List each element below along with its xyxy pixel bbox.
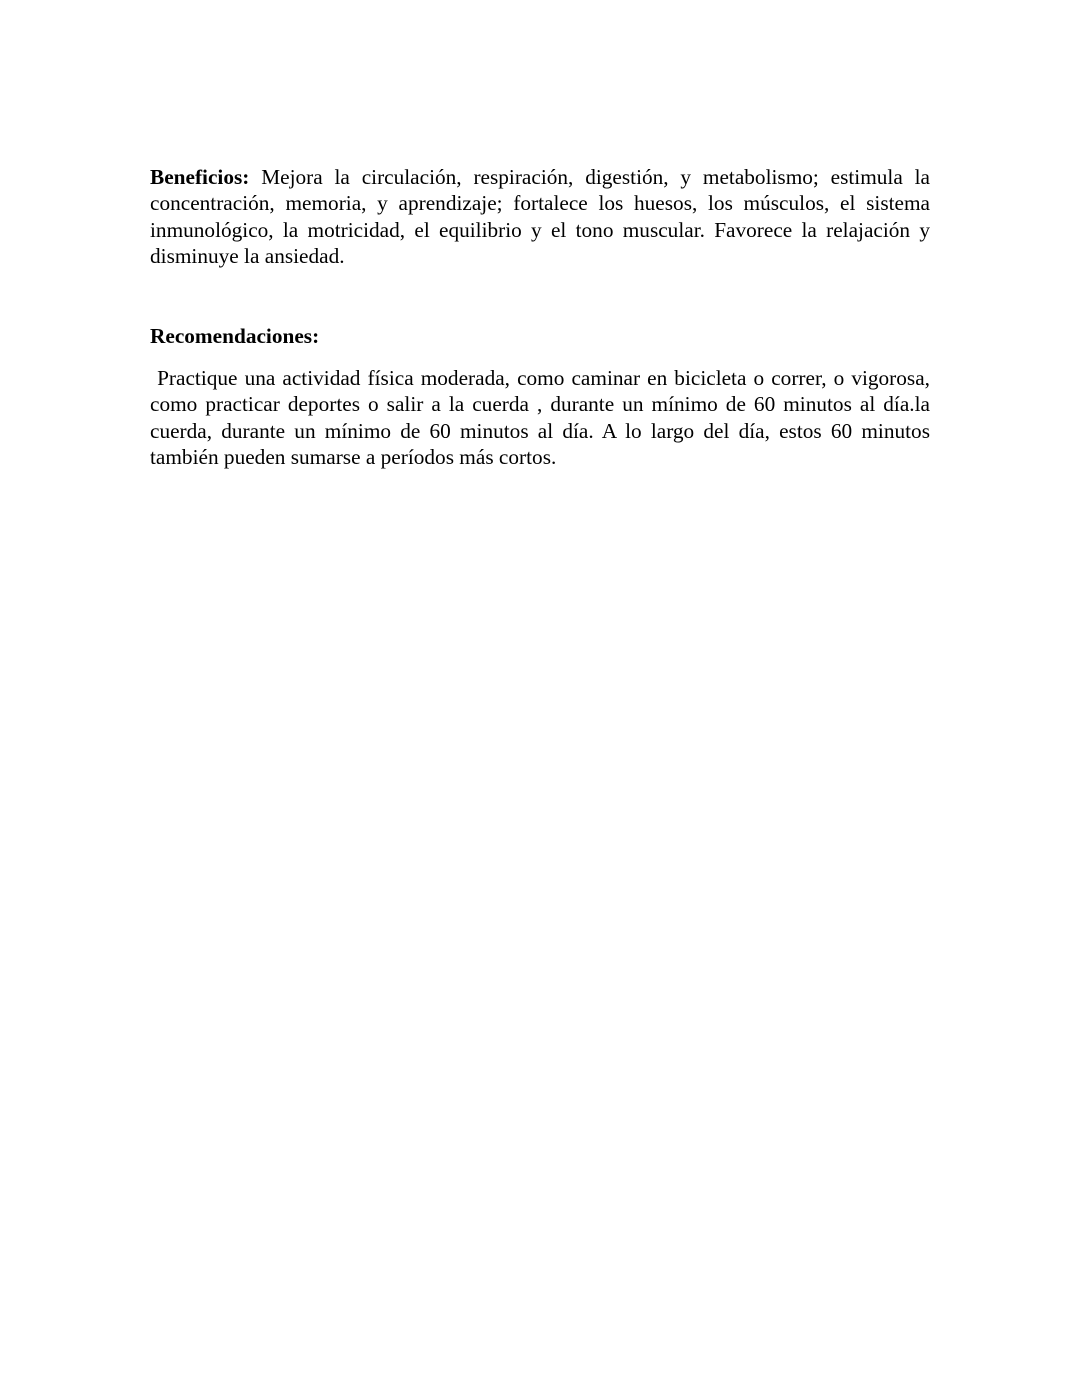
beneficios-paragraph [150,164,930,269]
recomendaciones-heading: Recomendaciones: [150,324,320,348]
recomendaciones-paragraph: Practique una actividad física moderada, como caminar en bicicleta o correr, o vigorosa, como practicar deportes o salir a la cuerda , durante un mínimo de 60 minutos al día.la cuerda, durante un mínimo de 60 minutos al día. A lo largo del día, estos 60 minutos también pueden sumarse a períodos más cortos. [150,366,936,469]
document-page [150,164,936,469]
beneficios-text: Mejora la circulación, respiración, digestión, y metabolismo; estimula la concentración, memoria, y aprendizaje; fortalece los huesos, los músculos, el sistema inmunológico, la motricidad, el equilibrio y el tono muscular. Favorece la relajación y disminuye la ansiedad. [150,165,930,268]
beneficios-label: Beneficios: [150,165,250,189]
